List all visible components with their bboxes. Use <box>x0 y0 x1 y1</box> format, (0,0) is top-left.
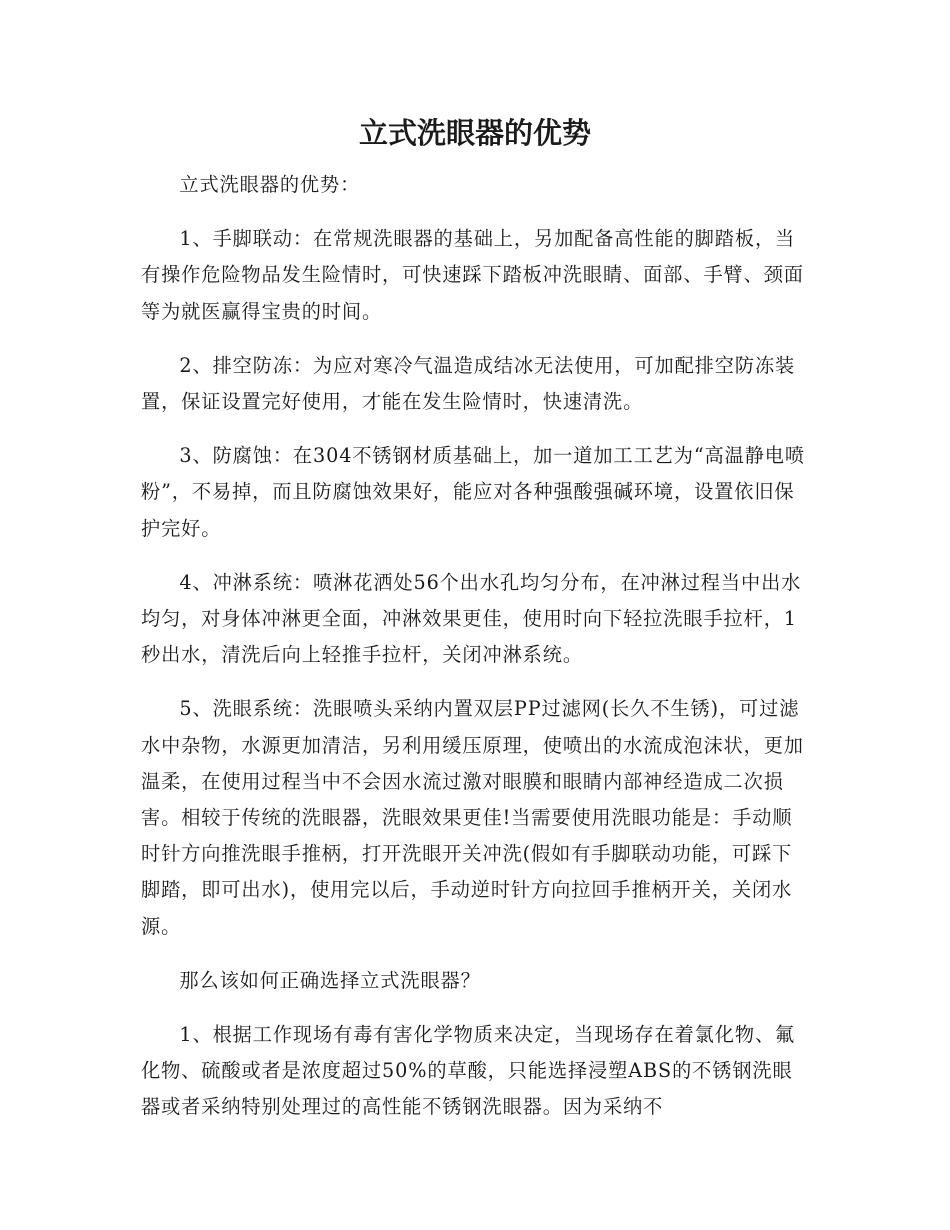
paragraph-foot-linkage: 1、手脚联动：在常规洗眼器的基础上，另加配备高性能的脚踏板，当有操作危险物品发生险情时，可快速踩下踏板冲洗眼睛、面部、手臂、颈面等为就医赢得宝贵的时间。 <box>141 227 804 323</box>
paragraph-eyewash-system: 5、洗眼系统：洗眼喷头采纳内置双层PP过滤网(长久不生锈)，可过滤水中杂物，水源更加清洁，另利用缓压原理，使喷出的水流成泡沫状，更加温柔，在使用过程当中不会因水流过激对眼膜和眼睛内部神经造成二次损害。相较于传统的洗眼器，洗眼效果更佳!当需要使用洗眼功能是：手动顺时针方向推洗眼手推柄，打开洗眼开关冲洗(假如有手脚联动功能，可踩下脚踏，即可出水)，使用完以后，手动逆时针方向拉回手推柄开关，关闭水源。 <box>141 697 804 938</box>
paragraph-selection-1: 1、根据工作现场有毒有害化学物质来决定，当现场存在着氯化物、氟化物、硫酸或者是浓度超过50%的草酸，只能选择浸塑ABS的不锈钢洗眼器或者采纳特别处理过的高性能不锈钢洗眼器。因为采纳不 <box>141 1023 796 1119</box>
document-body <box>141 167 805 1144</box>
paragraph-anticorrosion: 3、防腐蚀：在304不锈钢材质基础上，加一道加工工艺为“高温静电喷粉”，不易掉，而且防腐蚀效果好，能应对各种强酸强碱环境，设置依旧保护完好。 <box>141 444 805 540</box>
paragraph-shower-system: 4、冲淋系统：喷淋花洒处56个出水孔均匀分布，在冲淋过程当中出水均匀，对身体冲淋更全面，冲淋效果更佳，使用时向下轻拉洗眼手拉杆，1秒出水，清洗后向上轻推手拉杆，关闭冲淋系统。 <box>141 570 802 667</box>
paragraph-antifreeze: 2、排空防冻：为应对寒冷气温造成结冰无法使用，可加配排空防冻装置，保证设置完好使用，才能在发生险情时，快速清洗。 <box>141 353 796 414</box>
document-title: 立式洗眼器的优势 <box>358 116 591 150</box>
paragraph-intro: 立式洗眼器的优势： <box>179 173 361 196</box>
paragraph-question: 那么该如何正确选择立式洗眼器？ <box>179 968 481 992</box>
